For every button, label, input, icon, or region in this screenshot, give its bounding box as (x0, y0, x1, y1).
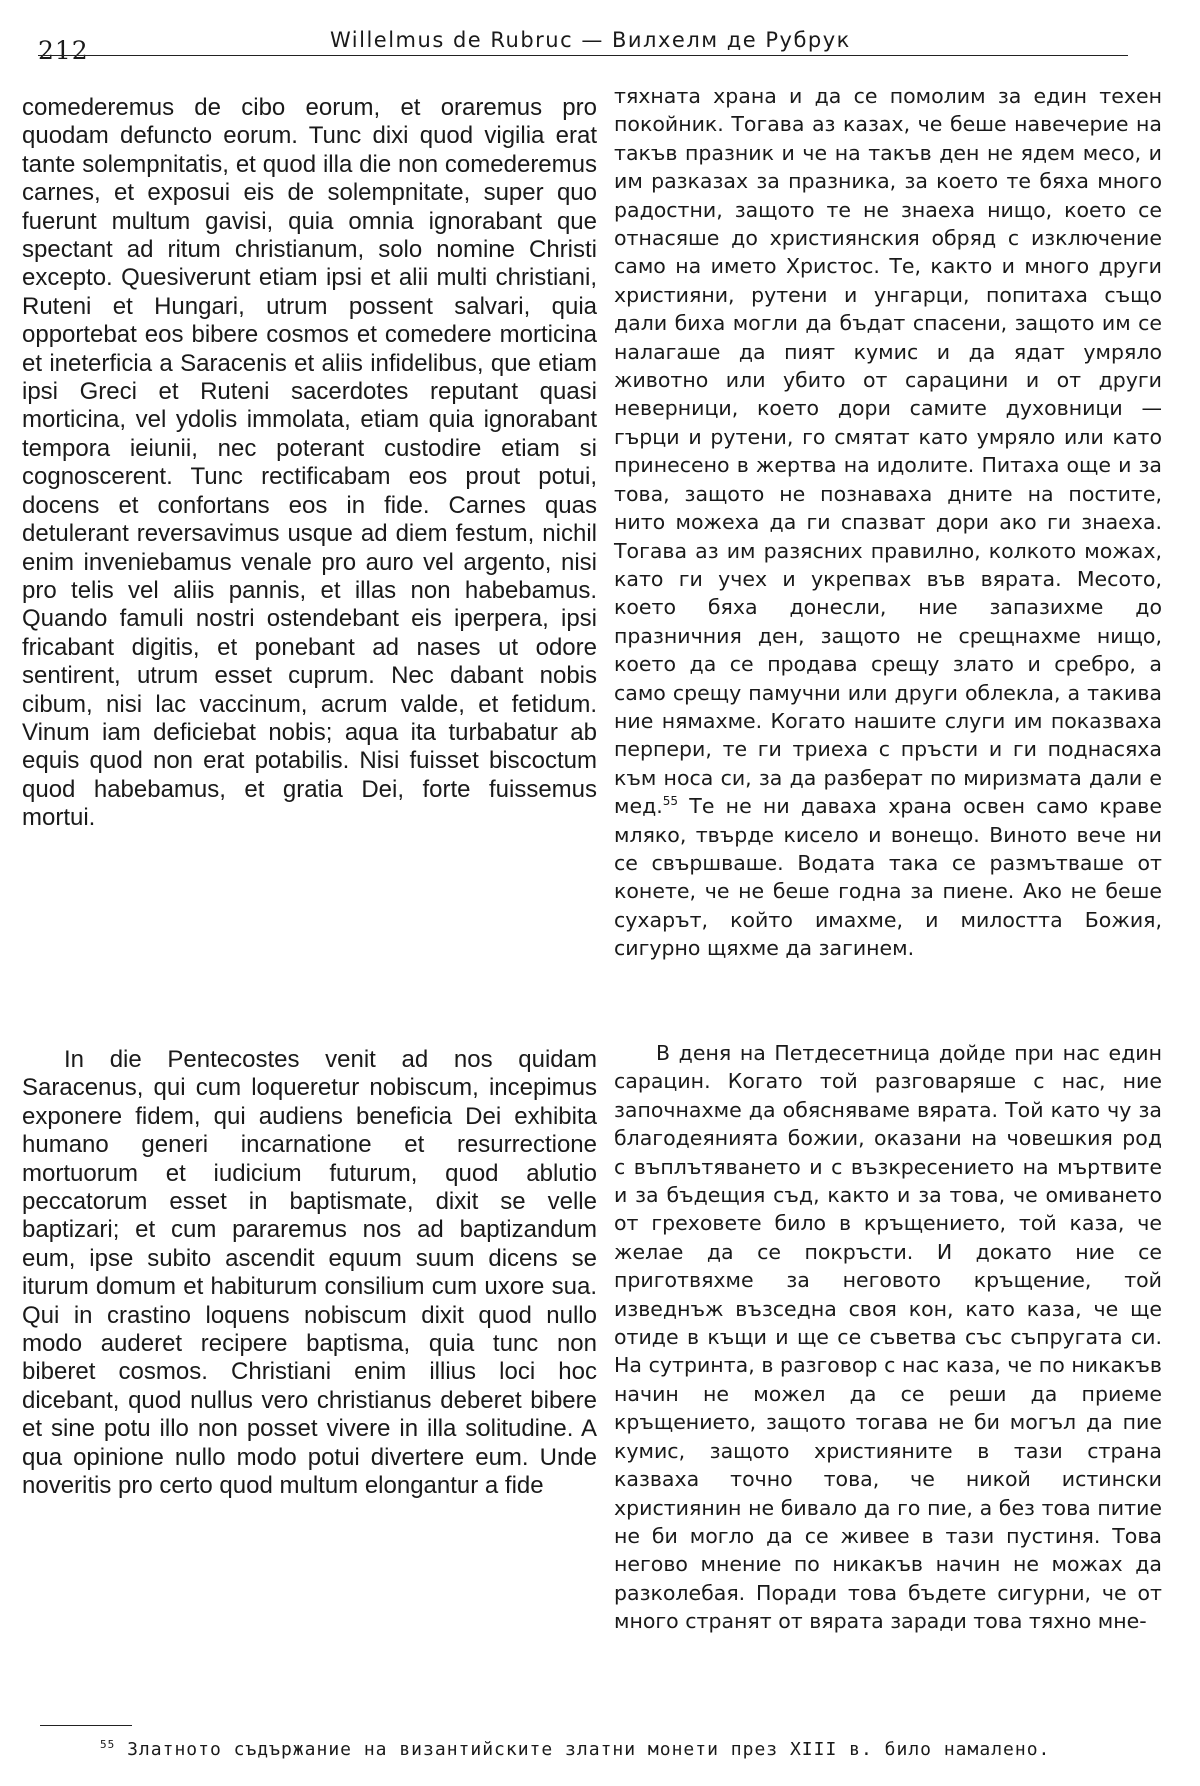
footnote (100, 1738, 1100, 1760)
bulgarian-paragraph-1 (614, 82, 1162, 963)
bulgarian-column-bottom (614, 1039, 1162, 1636)
latin-column-bottom (22, 1046, 597, 1501)
footnote-reference[interactable]: 55 (662, 794, 679, 809)
bulgarian-text-after-note: Те не ни даваха храна освен само краве мляко, твърде кисело и вонещо. Виното вече ни се свършваше. Водата така се размътваше от конете, че не беше годна за пиене. Ако не беше сухарът, който имахме, и милостта Божия, сигурно щяхме да загинем. (614, 794, 1162, 961)
latin-paragraph-2: In die Pentecostes venit ad nos quidam Saracenus, qui cum loqueretur nobiscum, incepimus exponere fidem, qui audiens beneficia Dei exhibita humano generi incarnatione et resurrectione mortuorum et iudicium futurum, quod ablutio peccatorum esset in baptismate, dixit se velle baptizari; et cum pararemus nos ad baptizandum eum, ipse subito ascendit equum suum dicens se iturum domum et habiturum consilium cum uxore sua. Qui in crastino loquens nobiscum dixit quod nullo modo auderet recipere baptisma, quia tunc non biberet cosmos. Christiani enim illius loci hoc dicebant, quod nullus vero christianus deberet bibere et sine potu illo non posset vivere in illa solitudine. A qua opinione nullo modo potui divertere eum. Unde noveritis pro certo quod multum elongantur a fide (22, 1046, 597, 1500)
page-number: 212 (38, 36, 89, 65)
footnote-rule (40, 1725, 132, 1726)
header-rule (38, 55, 1128, 56)
footnote-marker: 55 (100, 1738, 116, 1751)
bulgarian-text-before-note: тяхната храна и да се помолим за един техен покойник. Тогава аз казах, че беше навечерие на такъв празник и че на такъв ден не ядем месо, и им разказах за празника, за което те бяха много радостни, защото те не знаеха нищо, което се отнасяше до християнския обряд с изключение само на името Христос. Те, както и много други християни, рутени и унгарци, попитаха също дали биха могли да бъдат спасени, защото им се налагаше да пият кумис и да ядат умряло животно или убито от сарацини и от други неверници, което дори самите духовници — гърци и рутени, го смятат като умряло или като принесено в жертва на идолите. Питаха още и за това, защото не познаваха дните на постите, нито можеха да ги спазват дори ако ги знаеха. Тогава аз им разясних правилно, колкото можах, като ги учех и укрепвах във вярата. Месото, което бяха донесли, ние запазихме до празничния ден, защото не срещнахме нищо, което да се продава срещу злато и сребро, а само срещу памучни или други облекла, а такива ние нямахме. Когато нашите слуги им показваха перпери, те ги триеха с пръсти и ги поднасяха към носа си, за да разберат по миризмата дали е мед. (614, 84, 1162, 819)
latin-paragraph-1: comederemus de cibo eorum, et oraremus pro quodam defuncto eorum. Tunc dixi quod vigilia erat tante solempnitatis, et quod illa die non comederemus carnes, et exposui eis de solempnitate, super quo fuerunt multum gavisi, quia omnia ignorabant que spectant ad ritum christianum, solo nomine Christi excepto. Quesiverunt etiam ipsi et alii multi christiani, Ruteni et Hungari, utrum possent salvari, quia opportebat eos bibere cosmos et comedere morticina et ineterficia a Saracenis et aliis infidelibus, que etiam ipsi Greci et Ruteni sacerdotes reputant quasi morticina, vel ydolis immolata, etiam quia ignorabant tempora ieiunii, nec poterant custodire etiam si cognoscerent. Tunc rectificabam eos prout potui, docens et confortans eos in fide. Carnes quas detulerant reversavimus usque ad diem festum, nichil enim inveniebamus venale pro auro vel argento, nisi pro telis vel aliis pannis, et illas non habebamus. Quando famuli nostri ostendebant eis iperpera, ipsi fricabant digitis, et ponebant ad nases ut odore sentirent, utrum esset cuprum. Nec dabant nobis cibum, nisi lac vaccinum, acrum valde, et fetidum. Vinum iam deficiebat nobis; aqua ita turbabatur ab equis quod non erat potabilis. Nisi fuisset biscoctum quod habebamus, et gratia Dei, forte fuissemus mortui. (22, 94, 597, 832)
bulgarian-paragraph-2: В деня на Петдесетница дойде при нас един сарацин. Когато той разговаряше с нас, ние започнахме да обясняваме вярата. Той като чу за благодеянията божии, оказани на човешкия род с въплътяването и с възкресението на мъртвите и за бъдещия съд, както и за това, че омиването от греховете било в кръщението, той каза, че желае да се покръсти. И докато ние се приготвяхме за неговото кръщение, той изведнъж възседна своя кон, като каза, че ще отиде в къщи и ще се съветва със съпругата си. На сутринта, в разговор с нас каза, че по никакъв начин не можел да се реши да приеме кръщението, защото тогава не би могъл да пие кумис, защото християните в тази страна казваха точно това, че никой истински християнин не бивало да го пие, а без това питие не би могло да се живее в тази пустиня. Това негово мнение по никакъв начин не можах да разколебая. Поради това бъдете сигурни, че от много странят от вярата заради това тяхно мне- (614, 1041, 1162, 1634)
bulgarian-column-top (614, 82, 1162, 963)
running-title: Willelmus de Rubruc — Вилхелм де Рубрук (330, 28, 851, 52)
latin-column-top (22, 94, 597, 833)
footnote-text: Златното съдържание на византийските златни монети през XIII в. било намалено. (127, 1739, 1051, 1760)
